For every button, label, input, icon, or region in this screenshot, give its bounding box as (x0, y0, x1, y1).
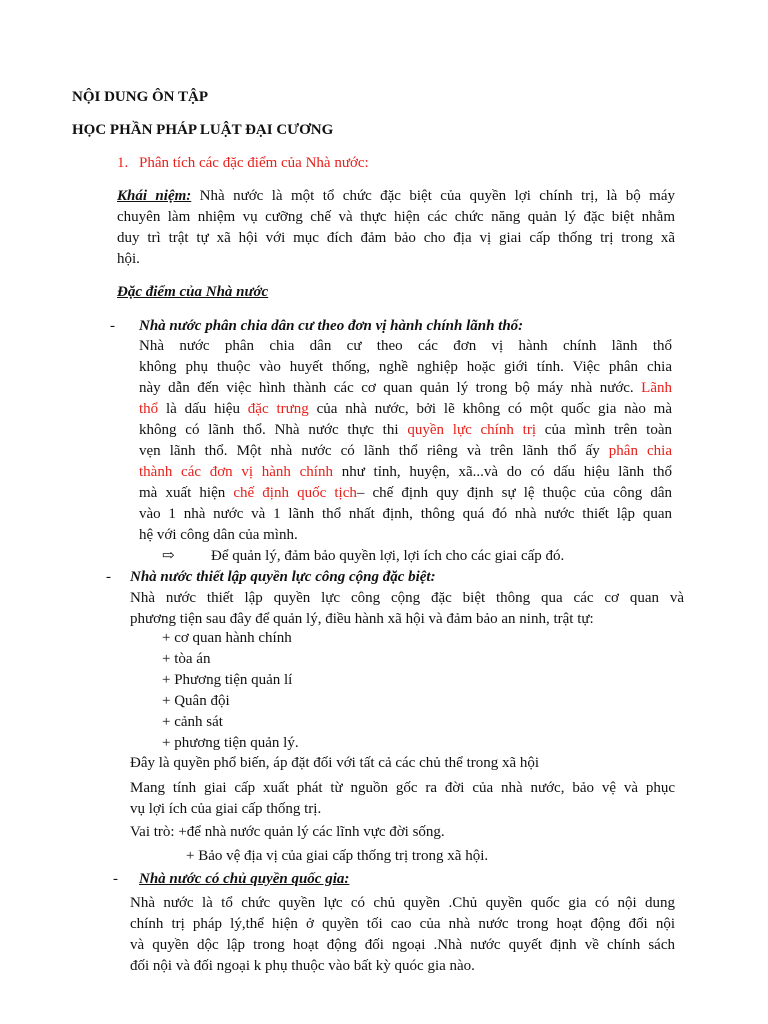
feature-2-para-2b: vụ lợi ích của giai cấp thống trị. (130, 801, 322, 817)
feature-2-para-2a: Mang tính giai cấp xuất phát từ nguồn gốc ra đời của nhà nước, bảo vệ và phục (130, 780, 675, 796)
definition-term: Khái niệm: (117, 188, 192, 204)
feature-1-line-10: hệ với công dân của mình. (139, 527, 298, 543)
bullet-dash-2: - (106, 569, 111, 585)
arrow-icon: ⇨ (162, 548, 175, 564)
feature-3-line-4: đối nội và đối ngoại k phụ thuộc vào bất kỳ quóc gia nào. (130, 958, 475, 974)
feature-3-title: Nhà nước có chủ quyền quốc gia: (139, 871, 350, 887)
definition-line-3: duy trì trật tự xã hội với mục đích đảm bảo cho địa vị giai cấp thống trị trong xã (117, 230, 675, 246)
feature-2-role-1: Vai trò: +để nhà nước quản lý các lĩnh vực đời sống. (130, 824, 445, 840)
section-number: 1. (117, 155, 129, 171)
feature-2-role-2: + Bảo vệ địa vị của giai cấp thống trị trong xã hội. (186, 848, 489, 864)
feature-1-line-7: thành các đơn vị hành chính như tỉnh, huyện, xã...và do có dấu hiệu lãnh thổ (139, 464, 672, 480)
feature-1-title: Nhà nước phân chia dân cư theo đơn vị hành chính lãnh thổ: (139, 318, 524, 334)
feature-1-line-5: không có lãnh thổ. Nhà nước thực thi quyền lực chính trị của mình trên toàn (139, 422, 672, 438)
feature-1-line-8: mà xuất hiện chế định quốc tịch– chế định quy định sự lệ thuộc của công dân (139, 485, 673, 501)
feature-1-line-4: thổ là dấu hiệu đặc trưng của nhà nước, bởi lẽ không có một quốc gia nào mà (139, 401, 672, 417)
feature-2-line-2: phương tiện sau đây để quản lý, điều hành xã hội và đảm bảo an ninh, trật tự: (130, 611, 594, 627)
course-title: HỌC PHẦN PHÁP LUẬT ĐẠI CƯƠNG (72, 122, 334, 138)
feature-1-conclusion: Để quản lý, đảm bảo quyền lợi, lợi ích cho các giai cấp đó. (211, 548, 565, 564)
definition-line-2: chuyên làm nhiệm vụ cưỡng chế và thực hiện các chức năng quản lý đặc biệt nhằm (117, 209, 675, 225)
list-item: + phương tiện quản lý. (162, 735, 299, 751)
list-item: + cơ quan hành chính (162, 630, 292, 646)
feature-1-line-6: vẹn lãnh thổ. Một nhà nước có lãnh thổ riêng và trên lãnh thổ ấy phân chia (139, 443, 672, 459)
feature-3-line-3: và quyền dộc lập trong hoạt động đối ngoại .Nhà nước quyết định về chính sách (130, 937, 675, 953)
list-item: + cảnh sát (162, 714, 223, 730)
definition-line-4: hội. (117, 251, 140, 267)
feature-2-title: Nhà nước thiết lập quyền lực công cộng đặc biệt: (130, 569, 436, 585)
list-item: + tòa án (162, 651, 211, 667)
feature-1-line-1: Nhà nước phân chia dân cư theo các đơn vị hành chính lãnh thổ (139, 338, 672, 354)
feature-3-line-1: Nhà nước là tổ chức quyền lực có chủ quyền .Chủ quyền quốc gia có nội dung (130, 895, 675, 911)
section-heading: Phân tích các đặc điểm của Nhà nước: (139, 155, 369, 171)
feature-2-para-1: Đây là quyền phổ biến, áp đặt đối với tất cả các chủ thể trong xã hội (130, 755, 540, 771)
doc-title: NỘI DUNG ÔN TẬP (72, 89, 208, 105)
feature-1-line-3: này dẫn đến việc hình thành các cơ quan quản lý trong bộ máy nhà nước. Lãnh (139, 380, 672, 396)
bullet-dash-3: - (113, 871, 118, 887)
feature-1-line-9: vào 1 nhà nước và 1 lãnh thổ nhất định, thông quá đó nhà nước thiết lập quan (139, 506, 672, 522)
feature-1-line-2: không phụ thuộc vào huyết thống, nghề nghiệp hoặc giới tính. Việc phân chia (139, 359, 672, 375)
bullet-dash-1: - (110, 318, 115, 334)
feature-2-line-1: Nhà nước thiết lập quyền lực công cộng đặc biệt thông qua các cơ quan và (130, 590, 684, 606)
feature-3-line-2: chính trị pháp lý,thể hiện ở quyền tối cao của nhà nước trong hoạt động đối nội (130, 916, 675, 932)
features-heading: Đặc điểm của Nhà nước (117, 284, 269, 300)
definition-line-1: Khái niệm: Nhà nước là một tổ chức đặc biệt của quyền lợi chính trị, là bộ máy (117, 188, 675, 204)
list-item: + Phương tiện quản lí (162, 672, 293, 688)
list-item: + Quân đội (162, 693, 230, 709)
